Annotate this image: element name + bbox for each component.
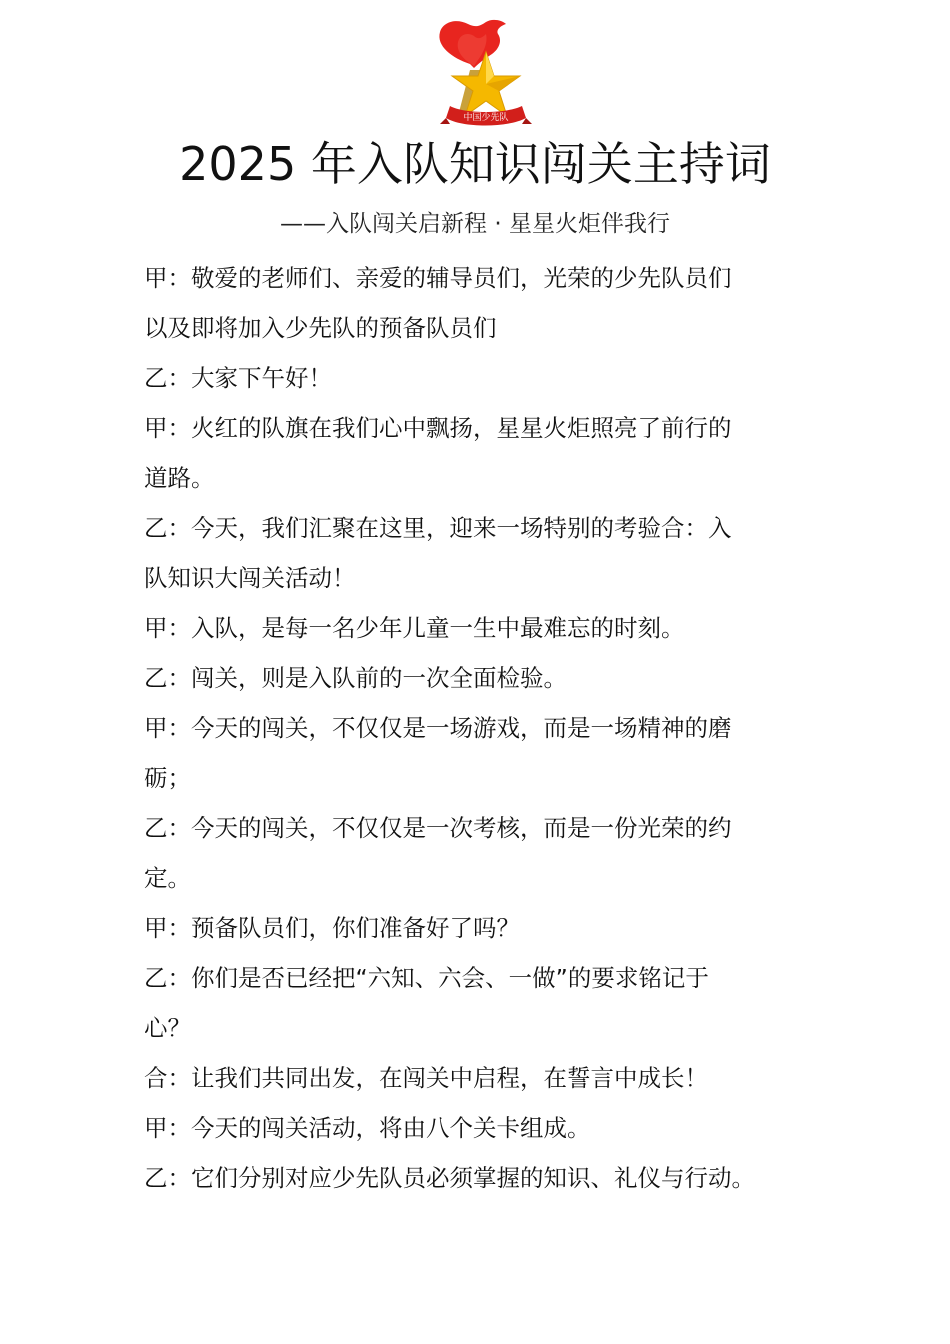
script-line: 甲：敬爱的老师们、亲爱的辅导员们，光荣的少先队员们 [144,264,732,292]
script-line: 乙：你们是否已经把“六知、六会、一做”的要求铭记于 [144,964,709,992]
emblem-text: 中国少先队 [463,113,509,123]
script-line: 乙：今天，我们汇聚在这里，迎来一场特别的考验合：入 [144,514,732,542]
script-line: 甲：今天的闯关活动，将由八个关卡组成。 [144,1114,591,1142]
script-line: 心？ [144,1014,191,1042]
script-line: 甲：火红的队旗在我们心中飘扬，星星火炬照亮了前行的 [144,414,732,442]
script-line: 道路。 [144,464,215,492]
script-line: 队知识大闯关活动！ [144,564,356,592]
script-line: 乙：闯关，则是入队前的一次全面检验。 [144,664,567,692]
script-line: 合：让我们共同出发，在闯关中启程，在誓言中成长！ [144,1064,708,1092]
script-line: 乙：大家下午好！ [144,364,332,392]
page-subtitle: ——入队闯关启新程 · 星星火炬伴我行 [280,211,670,237]
young-pioneers-emblem-icon [430,18,534,140]
script-line: 甲：入队，是每一名少年儿童一生中最难忘的时刻。 [144,614,685,642]
page-title: 2025 年入队知识闯关主持词 [179,137,771,191]
script-line: 乙：今天的闯关，不仅仅是一次考核，而是一份光荣的约 [144,814,732,842]
script-line: 定。 [144,864,191,892]
script-line: 乙：它们分别对应少先队员必须掌握的知识、礼仪与行动。 [144,1164,755,1192]
script-line: 以及即将加入少先队的预备队员们 [144,314,497,342]
script-line: 甲：今天的闯关，不仅仅是一场游戏，而是一场精神的磨 [144,714,732,742]
script-line: 甲：预备队员们，你们准备好了吗？ [144,914,520,942]
script-body [144,253,810,1203]
script-line: 砺； [144,764,191,792]
